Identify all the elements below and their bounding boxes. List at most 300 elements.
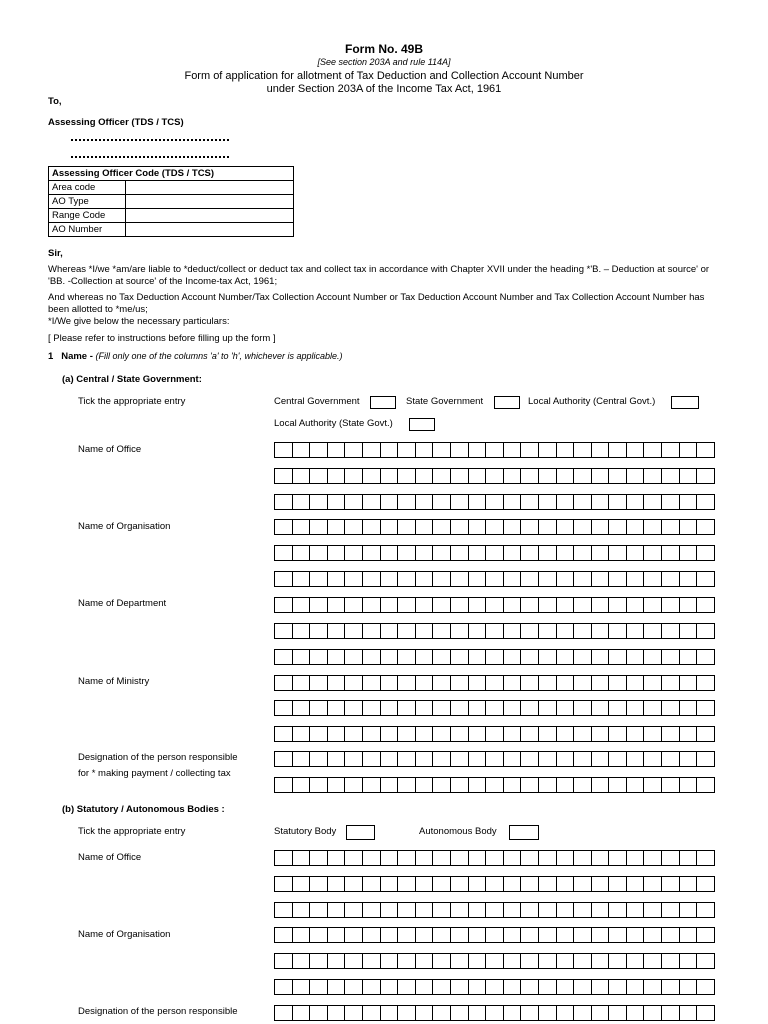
- character-box[interactable]: [293, 650, 311, 664]
- character-box[interactable]: [381, 650, 399, 664]
- character-box[interactable]: [592, 1006, 610, 1020]
- character-box[interactable]: [504, 572, 522, 586]
- character-box-row[interactable]: [274, 751, 715, 767]
- character-box[interactable]: [557, 954, 575, 968]
- character-box[interactable]: [680, 469, 698, 483]
- character-box[interactable]: [609, 495, 627, 509]
- character-box[interactable]: [609, 980, 627, 994]
- character-box[interactable]: [574, 495, 592, 509]
- character-box[interactable]: [521, 752, 539, 766]
- character-box[interactable]: [328, 752, 346, 766]
- character-box[interactable]: [521, 980, 539, 994]
- character-box[interactable]: [328, 903, 346, 917]
- character-box[interactable]: [469, 954, 487, 968]
- character-box[interactable]: [697, 520, 715, 534]
- character-box-row[interactable]: [274, 468, 715, 484]
- character-box[interactable]: [398, 546, 416, 560]
- character-box[interactable]: [504, 954, 522, 968]
- character-box[interactable]: [416, 954, 434, 968]
- character-box[interactable]: [381, 598, 399, 612]
- character-box[interactable]: [521, 546, 539, 560]
- character-box[interactable]: [662, 954, 680, 968]
- character-box[interactable]: [469, 701, 487, 715]
- character-box[interactable]: [275, 546, 293, 560]
- character-box[interactable]: [609, 1006, 627, 1020]
- character-box[interactable]: [609, 778, 627, 792]
- character-box[interactable]: [293, 980, 311, 994]
- character-box-row[interactable]: [274, 545, 715, 561]
- character-box[interactable]: [275, 495, 293, 509]
- character-box[interactable]: [416, 650, 434, 664]
- character-box[interactable]: [416, 598, 434, 612]
- character-box[interactable]: [662, 443, 680, 457]
- character-box[interactable]: [451, 954, 469, 968]
- character-box[interactable]: [609, 520, 627, 534]
- character-box[interactable]: [592, 851, 610, 865]
- character-box[interactable]: [697, 598, 715, 612]
- character-box[interactable]: [504, 520, 522, 534]
- character-box[interactable]: [451, 469, 469, 483]
- character-box[interactable]: [521, 701, 539, 715]
- character-box[interactable]: [609, 727, 627, 741]
- character-box[interactable]: [310, 443, 328, 457]
- character-box-row[interactable]: [274, 953, 715, 969]
- character-box[interactable]: [469, 443, 487, 457]
- character-box[interactable]: [381, 851, 399, 865]
- character-box[interactable]: [504, 1006, 522, 1020]
- character-box[interactable]: [398, 650, 416, 664]
- character-box[interactable]: [398, 598, 416, 612]
- character-box[interactable]: [381, 443, 399, 457]
- character-box[interactable]: [504, 624, 522, 638]
- character-box[interactable]: [697, 624, 715, 638]
- character-box[interactable]: [627, 851, 645, 865]
- character-box[interactable]: [416, 701, 434, 715]
- character-box[interactable]: [644, 495, 662, 509]
- character-box[interactable]: [433, 676, 451, 690]
- character-box[interactable]: [592, 520, 610, 534]
- character-box[interactable]: [363, 778, 381, 792]
- character-box[interactable]: [574, 520, 592, 534]
- character-box[interactable]: [609, 624, 627, 638]
- character-box-row[interactable]: [274, 571, 715, 587]
- character-box-row[interactable]: [274, 1005, 715, 1021]
- character-box[interactable]: [345, 650, 363, 664]
- character-box[interactable]: [539, 598, 557, 612]
- character-box[interactable]: [328, 495, 346, 509]
- character-box[interactable]: [644, 469, 662, 483]
- character-box[interactable]: [310, 1006, 328, 1020]
- character-box[interactable]: [328, 928, 346, 942]
- character-box[interactable]: [275, 572, 293, 586]
- character-box[interactable]: [592, 752, 610, 766]
- character-box[interactable]: [275, 877, 293, 891]
- character-box[interactable]: [592, 469, 610, 483]
- character-box[interactable]: [539, 903, 557, 917]
- character-box[interactable]: [697, 877, 715, 891]
- character-box[interactable]: [363, 928, 381, 942]
- character-box[interactable]: [557, 469, 575, 483]
- character-box[interactable]: [345, 598, 363, 612]
- character-box[interactable]: [627, 624, 645, 638]
- character-box[interactable]: [574, 701, 592, 715]
- character-box[interactable]: [539, 676, 557, 690]
- character-box[interactable]: [275, 851, 293, 865]
- character-box[interactable]: [574, 877, 592, 891]
- character-box[interactable]: [433, 650, 451, 664]
- character-box-row[interactable]: [274, 876, 715, 892]
- character-box[interactable]: [662, 752, 680, 766]
- character-box[interactable]: [310, 624, 328, 638]
- range-code-value[interactable]: [126, 209, 294, 223]
- character-box[interactable]: [328, 443, 346, 457]
- character-box[interactable]: [662, 572, 680, 586]
- character-box[interactable]: [433, 469, 451, 483]
- character-box[interactable]: [486, 469, 504, 483]
- character-box[interactable]: [557, 495, 575, 509]
- character-box[interactable]: [627, 495, 645, 509]
- character-box[interactable]: [398, 727, 416, 741]
- character-box[interactable]: [310, 928, 328, 942]
- character-box[interactable]: [592, 598, 610, 612]
- character-box[interactable]: [539, 954, 557, 968]
- character-box[interactable]: [504, 877, 522, 891]
- character-box[interactable]: [680, 676, 698, 690]
- character-box[interactable]: [680, 877, 698, 891]
- character-box[interactable]: [433, 877, 451, 891]
- character-box[interactable]: [574, 1006, 592, 1020]
- character-box[interactable]: [486, 778, 504, 792]
- character-box[interactable]: [574, 443, 592, 457]
- character-box[interactable]: [345, 954, 363, 968]
- character-box[interactable]: [398, 624, 416, 638]
- character-box[interactable]: [609, 928, 627, 942]
- character-box[interactable]: [644, 752, 662, 766]
- character-box[interactable]: [486, 443, 504, 457]
- character-box[interactable]: [398, 980, 416, 994]
- character-box[interactable]: [363, 727, 381, 741]
- character-box[interactable]: [697, 954, 715, 968]
- character-box[interactable]: [416, 851, 434, 865]
- character-box[interactable]: [293, 954, 311, 968]
- character-box[interactable]: [433, 495, 451, 509]
- character-box[interactable]: [662, 495, 680, 509]
- character-box[interactable]: [697, 1006, 715, 1020]
- character-box[interactable]: [275, 598, 293, 612]
- character-box[interactable]: [557, 928, 575, 942]
- character-box[interactable]: [486, 727, 504, 741]
- character-box[interactable]: [609, 469, 627, 483]
- character-box[interactable]: [680, 903, 698, 917]
- character-box[interactable]: [662, 851, 680, 865]
- character-box-row[interactable]: [274, 700, 715, 716]
- character-box[interactable]: [557, 624, 575, 638]
- character-box[interactable]: [680, 1006, 698, 1020]
- character-box[interactable]: [469, 752, 487, 766]
- character-box[interactable]: [381, 752, 399, 766]
- character-box[interactable]: [381, 546, 399, 560]
- character-box[interactable]: [381, 495, 399, 509]
- character-box[interactable]: [486, 903, 504, 917]
- character-box[interactable]: [310, 727, 328, 741]
- character-box[interactable]: [433, 778, 451, 792]
- character-box[interactable]: [680, 851, 698, 865]
- character-box[interactable]: [521, 650, 539, 664]
- character-box[interactable]: [310, 752, 328, 766]
- character-box[interactable]: [627, 877, 645, 891]
- character-box[interactable]: [504, 727, 522, 741]
- character-box[interactable]: [592, 778, 610, 792]
- character-box[interactable]: [697, 752, 715, 766]
- character-box[interactable]: [644, 572, 662, 586]
- character-box[interactable]: [416, 752, 434, 766]
- character-box[interactable]: [644, 650, 662, 664]
- character-box[interactable]: [451, 778, 469, 792]
- character-box[interactable]: [627, 928, 645, 942]
- character-box[interactable]: [574, 752, 592, 766]
- character-box[interactable]: [644, 676, 662, 690]
- character-box[interactable]: [363, 676, 381, 690]
- character-box[interactable]: [644, 443, 662, 457]
- character-box[interactable]: [486, 520, 504, 534]
- character-box[interactable]: [680, 546, 698, 560]
- character-box[interactable]: [433, 1006, 451, 1020]
- character-box[interactable]: [433, 954, 451, 968]
- character-box[interactable]: [521, 877, 539, 891]
- character-box[interactable]: [539, 778, 557, 792]
- character-box[interactable]: [451, 495, 469, 509]
- character-box[interactable]: [293, 469, 311, 483]
- character-box[interactable]: [363, 520, 381, 534]
- character-box[interactable]: [469, 520, 487, 534]
- character-box[interactable]: [662, 1006, 680, 1020]
- character-box[interactable]: [644, 701, 662, 715]
- character-box[interactable]: [627, 727, 645, 741]
- character-box-row[interactable]: [274, 597, 715, 613]
- character-box[interactable]: [644, 903, 662, 917]
- character-box[interactable]: [310, 851, 328, 865]
- character-box[interactable]: [697, 546, 715, 560]
- character-box[interactable]: [662, 650, 680, 664]
- character-box[interactable]: [345, 546, 363, 560]
- character-box-row[interactable]: [274, 623, 715, 639]
- character-box[interactable]: [433, 546, 451, 560]
- character-box[interactable]: [697, 676, 715, 690]
- character-box[interactable]: [451, 1006, 469, 1020]
- local-authority-state-checkbox[interactable]: [409, 418, 435, 431]
- character-box[interactable]: [469, 598, 487, 612]
- character-box[interactable]: [644, 624, 662, 638]
- character-box[interactable]: [398, 495, 416, 509]
- character-box[interactable]: [416, 495, 434, 509]
- character-box[interactable]: [381, 1006, 399, 1020]
- character-box[interactable]: [328, 778, 346, 792]
- character-box[interactable]: [662, 701, 680, 715]
- character-box[interactable]: [644, 727, 662, 741]
- character-box[interactable]: [539, 752, 557, 766]
- character-box[interactable]: [328, 1006, 346, 1020]
- character-box[interactable]: [293, 495, 311, 509]
- character-box[interactable]: [627, 443, 645, 457]
- character-box[interactable]: [381, 903, 399, 917]
- character-box[interactable]: [275, 980, 293, 994]
- character-box[interactable]: [469, 877, 487, 891]
- character-box[interactable]: [398, 1006, 416, 1020]
- character-box[interactable]: [381, 727, 399, 741]
- character-box[interactable]: [521, 495, 539, 509]
- character-box[interactable]: [398, 572, 416, 586]
- character-box[interactable]: [293, 624, 311, 638]
- character-box[interactable]: [662, 877, 680, 891]
- character-box[interactable]: [310, 903, 328, 917]
- character-box[interactable]: [521, 572, 539, 586]
- character-box-row[interactable]: [274, 494, 715, 510]
- character-box[interactable]: [293, 903, 311, 917]
- character-box[interactable]: [345, 928, 363, 942]
- character-box[interactable]: [627, 676, 645, 690]
- character-box[interactable]: [521, 598, 539, 612]
- character-box[interactable]: [662, 903, 680, 917]
- statutory-body-checkbox[interactable]: [346, 825, 375, 840]
- character-box[interactable]: [451, 676, 469, 690]
- character-box[interactable]: [697, 469, 715, 483]
- character-box[interactable]: [644, 778, 662, 792]
- character-box[interactable]: [539, 980, 557, 994]
- character-box[interactable]: [592, 650, 610, 664]
- character-box[interactable]: [433, 928, 451, 942]
- character-box[interactable]: [486, 877, 504, 891]
- character-box[interactable]: [557, 778, 575, 792]
- character-box[interactable]: [504, 752, 522, 766]
- character-box[interactable]: [345, 851, 363, 865]
- character-box[interactable]: [504, 598, 522, 612]
- character-box[interactable]: [592, 877, 610, 891]
- character-box[interactable]: [609, 546, 627, 560]
- character-box[interactable]: [662, 469, 680, 483]
- character-box[interactable]: [310, 676, 328, 690]
- character-box[interactable]: [451, 520, 469, 534]
- character-box[interactable]: [275, 650, 293, 664]
- character-box[interactable]: [697, 851, 715, 865]
- character-box[interactable]: [521, 954, 539, 968]
- character-box[interactable]: [469, 928, 487, 942]
- address-line-2[interactable]: [71, 156, 229, 158]
- character-box[interactable]: [557, 546, 575, 560]
- character-box[interactable]: [557, 752, 575, 766]
- character-box[interactable]: [592, 928, 610, 942]
- character-box[interactable]: [451, 546, 469, 560]
- character-box[interactable]: [310, 572, 328, 586]
- character-box[interactable]: [539, 495, 557, 509]
- character-box[interactable]: [592, 727, 610, 741]
- character-box[interactable]: [345, 676, 363, 690]
- character-box[interactable]: [416, 520, 434, 534]
- character-box[interactable]: [609, 752, 627, 766]
- character-box[interactable]: [310, 520, 328, 534]
- character-box[interactable]: [275, 443, 293, 457]
- character-box[interactable]: [328, 572, 346, 586]
- character-box[interactable]: [381, 520, 399, 534]
- character-box[interactable]: [486, 954, 504, 968]
- character-box[interactable]: [644, 1006, 662, 1020]
- character-box[interactable]: [328, 546, 346, 560]
- character-box[interactable]: [451, 877, 469, 891]
- character-box[interactable]: [345, 778, 363, 792]
- character-box[interactable]: [627, 546, 645, 560]
- character-box[interactable]: [574, 546, 592, 560]
- character-box[interactable]: [521, 676, 539, 690]
- character-box[interactable]: [275, 778, 293, 792]
- character-box-row[interactable]: [274, 442, 715, 458]
- character-box[interactable]: [627, 520, 645, 534]
- character-box[interactable]: [504, 778, 522, 792]
- character-box[interactable]: [363, 572, 381, 586]
- character-box[interactable]: [539, 851, 557, 865]
- character-box[interactable]: [433, 572, 451, 586]
- character-box[interactable]: [574, 572, 592, 586]
- character-box[interactable]: [557, 727, 575, 741]
- character-box[interactable]: [574, 778, 592, 792]
- character-box[interactable]: [627, 980, 645, 994]
- character-box[interactable]: [416, 1006, 434, 1020]
- character-box[interactable]: [345, 469, 363, 483]
- area-code-value[interactable]: [126, 181, 294, 195]
- character-box[interactable]: [557, 443, 575, 457]
- character-box[interactable]: [363, 624, 381, 638]
- character-box[interactable]: [574, 598, 592, 612]
- character-box[interactable]: [592, 495, 610, 509]
- character-box[interactable]: [557, 520, 575, 534]
- character-box[interactable]: [310, 495, 328, 509]
- character-box[interactable]: [469, 469, 487, 483]
- character-box[interactable]: [486, 546, 504, 560]
- character-box[interactable]: [416, 572, 434, 586]
- character-box[interactable]: [557, 1006, 575, 1020]
- character-box[interactable]: [293, 851, 311, 865]
- character-box[interactable]: [504, 701, 522, 715]
- character-box[interactable]: [310, 701, 328, 715]
- character-box[interactable]: [680, 752, 698, 766]
- character-box[interactable]: [416, 980, 434, 994]
- character-box-row[interactable]: [274, 649, 715, 665]
- character-box[interactable]: [345, 443, 363, 457]
- character-box[interactable]: [293, 520, 311, 534]
- character-box[interactable]: [574, 727, 592, 741]
- character-box[interactable]: [293, 676, 311, 690]
- character-box[interactable]: [486, 928, 504, 942]
- character-box[interactable]: [363, 701, 381, 715]
- character-box[interactable]: [627, 752, 645, 766]
- character-box[interactable]: [609, 443, 627, 457]
- character-box[interactable]: [539, 572, 557, 586]
- character-box[interactable]: [680, 701, 698, 715]
- character-box[interactable]: [275, 624, 293, 638]
- character-box[interactable]: [328, 954, 346, 968]
- character-box[interactable]: [345, 495, 363, 509]
- character-box[interactable]: [627, 598, 645, 612]
- character-box[interactable]: [592, 443, 610, 457]
- character-box[interactable]: [293, 598, 311, 612]
- character-box[interactable]: [627, 701, 645, 715]
- character-box[interactable]: [627, 572, 645, 586]
- character-box[interactable]: [293, 778, 311, 792]
- character-box[interactable]: [627, 650, 645, 664]
- character-box[interactable]: [381, 954, 399, 968]
- character-box[interactable]: [275, 928, 293, 942]
- character-box[interactable]: [328, 727, 346, 741]
- character-box[interactable]: [521, 1006, 539, 1020]
- character-box[interactable]: [557, 701, 575, 715]
